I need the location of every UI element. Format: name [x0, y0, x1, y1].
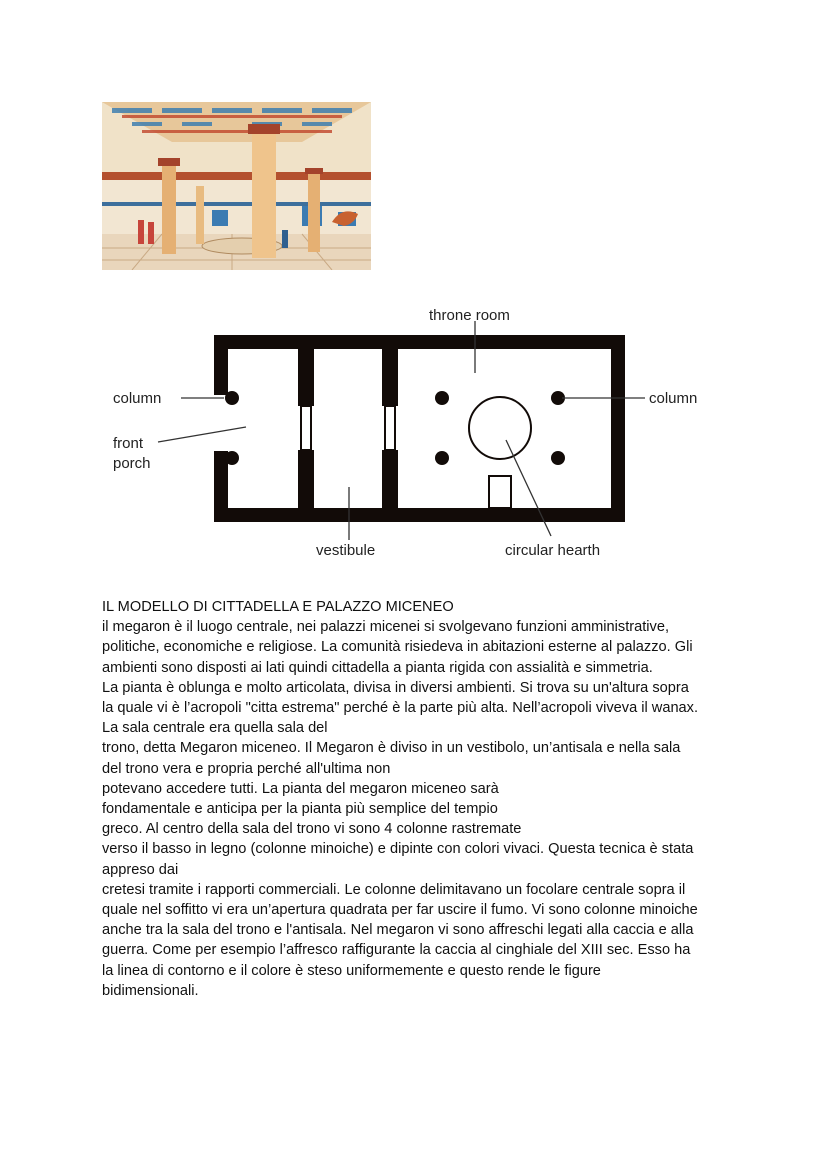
- text-line: verso il basso in legno (colonne minoiche) e dipinte con colori vivaci. Questa tecnica è stata: [102, 841, 694, 858]
- text-line: La pianta è oblunga e molto articolata, divisa in diversi ambienti. Si trova su un'altura sopra: [102, 679, 689, 696]
- label-porch: porch: [113, 455, 151, 472]
- text-line: fondamentale e anticipa per la pianta più semplice del tempio: [102, 801, 498, 818]
- text-line: il megaron è il luogo centrale, nei palazzi micenei si svolgevano funzioni amministrative,: [102, 619, 670, 636]
- text-line: guerra. Come per esempio l’affresco raffigurante la caccia al cinghiale del XIII sec. Esso ha: [102, 942, 691, 959]
- text-line: la quale vi è l’acropoli "citta estrema" perché è la parte più alta. Nell’acropoli viveva il wanax.: [102, 700, 699, 717]
- megaron-illustration: [102, 102, 371, 270]
- text-line: del trono vera e propria perché all'ultima non: [102, 760, 391, 777]
- text-line: greco. Al centro della sala del trono vi sono 4 colonne rastremate: [102, 821, 522, 838]
- text-line: La sala centrale era quella sala del: [102, 720, 328, 737]
- text-line: bidimensionali.: [102, 982, 199, 999]
- circular-hearth: [469, 397, 531, 459]
- label-throne-room: throne room: [429, 307, 510, 324]
- label-column-right: column: [649, 390, 698, 407]
- megaron-illustration-drawing: [102, 102, 371, 270]
- label-column-left: column: [113, 390, 162, 407]
- text-line: anche tra la sala del trono e l'antisala. Nel megaron vi sono affreschi legati alla caccia e alla: [102, 922, 694, 939]
- text-line: trono, detta Megaron miceneo. Il Megaron è diviso in un vestibolo, un’antisala e nella sala: [102, 740, 681, 757]
- document-heading: IL MODELLO DI CITTADELLA E PALAZZO MICENEO: [102, 599, 454, 615]
- document-body: [102, 597, 732, 1001]
- label-front: front: [113, 435, 144, 452]
- megaron-floor-plan: [0, 290, 828, 580]
- plan-doorways: [301, 406, 395, 450]
- leader-lines: [158, 321, 645, 540]
- text-line: cretesi tramite i rapporti commerciali. Le colonne delimitavano un focolare centrale sopra il: [102, 881, 686, 898]
- text-line: politiche, economiche e religiose. La comunità risiedeva in abitazioni esterne al palazzo. Gli: [102, 639, 693, 656]
- plan-walls: [214, 335, 625, 522]
- text-line: appreso dai: [102, 861, 179, 878]
- text-line: ambienti sono disposti ai lati quindi cittadella a pianta rigida con assialità e simmetria.: [102, 659, 653, 676]
- label-vestibule: vestibule: [316, 542, 376, 559]
- throne-base: [489, 476, 511, 508]
- text-line: quale nel soffitto vi era un’apertura quadrata per far uscire il fumo. Vi sono colonne minoiche: [102, 902, 698, 919]
- text-line: la linea di contorno e il colore è steso uniformemente e questo rende le figure: [102, 962, 601, 979]
- text-line: potevano accedere tutti. La pianta del megaron miceneo sarà: [102, 780, 499, 797]
- label-circular-hearth: circular hearth: [505, 542, 601, 559]
